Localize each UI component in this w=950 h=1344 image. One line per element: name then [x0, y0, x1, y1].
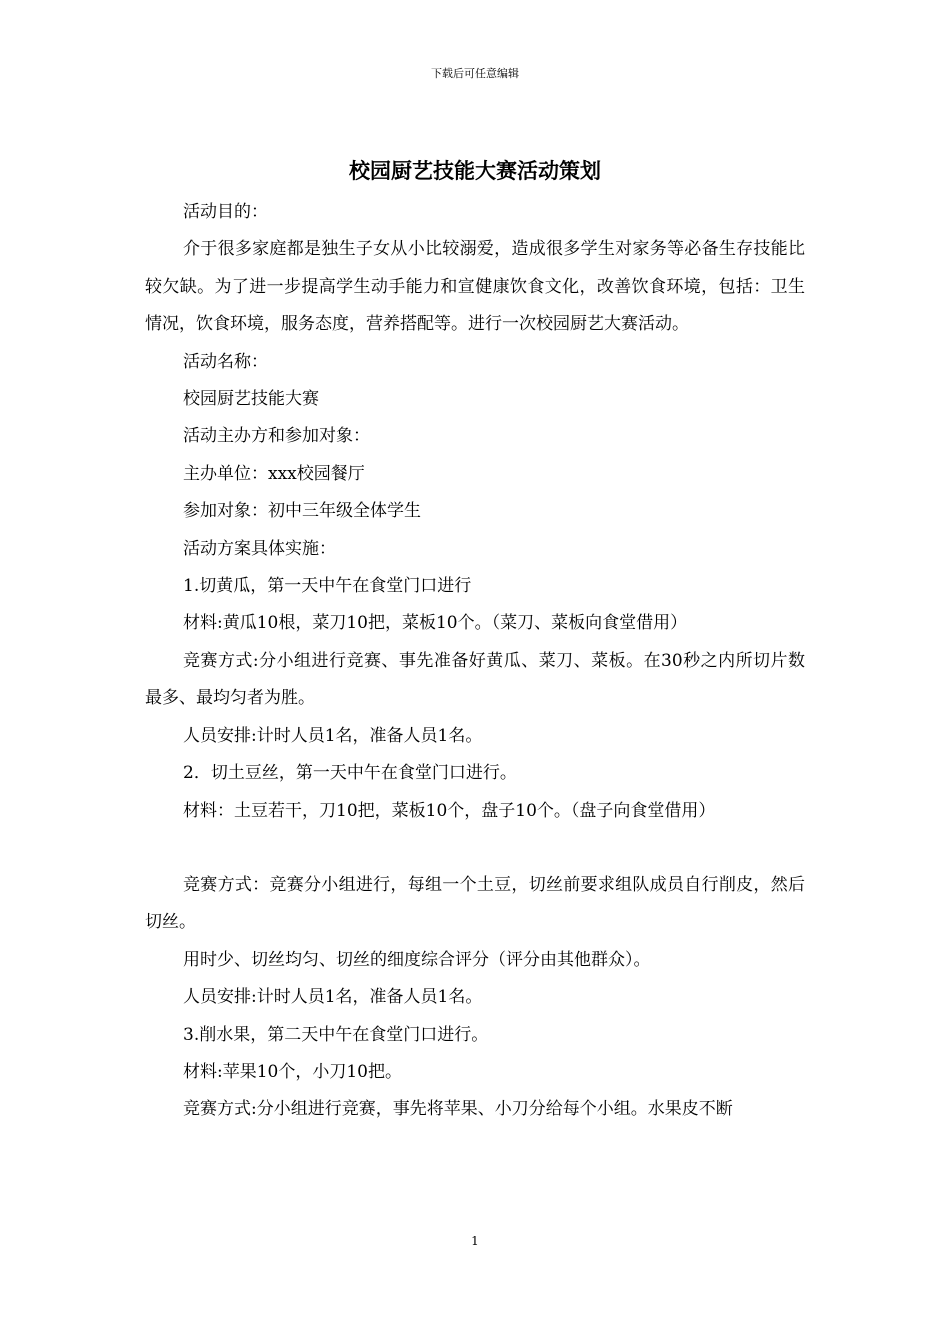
paragraph-purpose-text: 介于很多家庭都是独生子女从小比较溺爱，造成很多学生对家务等必备生存技能比较欠缺。为了进一步提高学生动手能力和宣健康饮食文化，改善饮食环境，包括：卫生情况，饮食环境，服务态度，营养搭配等。进行一次校园厨艺大赛活动。	[145, 239, 805, 335]
paragraph-item-2-materials: 材料：土豆若干，刀10把，菜板10个，盘子10个。（盘子向食堂借用）	[183, 800, 716, 821]
paragraph-name-text: 校园厨艺技能大赛	[183, 389, 319, 410]
paragraph-item-3-title: 3.削水果，第二天中午在食堂门口进行。	[183, 1024, 489, 1045]
page-number: 1	[471, 1234, 479, 1248]
paragraph-participants: 参加对象：初中三年级全体学生	[183, 501, 421, 522]
paragraph-organizer-heading: 活动主办方和参加对象：	[183, 426, 370, 447]
paragraph-item-2-scoring: 用时少、切丝均匀、切丝的细度综合评分（评分由其他群众）。	[183, 949, 651, 970]
paragraph-item-1-staff: 人员安排:计时人员1名，准备人员1名。	[183, 725, 483, 746]
paragraph-item-1-materials: 材料:黄瓜10根，菜刀10把，菜板10个。（菜刀、菜板向食堂借用）	[183, 613, 688, 634]
paragraph-item-3-materials: 材料:苹果10个，小刀10把。	[183, 1061, 402, 1082]
paragraph-name-heading: 活动名称：	[183, 351, 268, 372]
paragraph-item-3-method: 竞赛方式:分小组进行竞赛，事先将苹果、小刀分给每个小组。水果皮不断	[183, 1099, 733, 1120]
document-body	[145, 194, 805, 1129]
paragraph-item-1-method: 竞赛方式:分小组进行竞赛、事先准备好黄瓜、菜刀、菜板。在30秒之内所切片数最多、最均匀者为胜。	[145, 650, 805, 709]
paragraph-item-2-title: 2．切土豆丝，第一天中午在食堂门口进行。	[183, 763, 517, 784]
paragraph-plan-heading: 活动方案具体实施：	[183, 538, 336, 559]
header-note: 下载后可任意编辑	[431, 67, 519, 80]
paragraph-organizer: 主办单位：xxx校园餐厅	[183, 463, 365, 484]
blank-line	[145, 830, 805, 867]
paragraph-item-1-title: 1.切黄瓜，第一天中午在食堂门口进行	[183, 576, 472, 597]
paragraph-item-2-method: 竞赛方式：竞赛分小组进行，每组一个土豆，切丝前要求组队成员自行削皮，然后切丝。	[145, 874, 805, 933]
paragraph-item-2-staff: 人员安排:计时人员1名，准备人员1名。	[183, 987, 483, 1008]
document-title: 校园厨艺技能大赛活动策划	[349, 158, 601, 183]
paragraph-purpose-heading: 活动目的：	[183, 202, 268, 222]
